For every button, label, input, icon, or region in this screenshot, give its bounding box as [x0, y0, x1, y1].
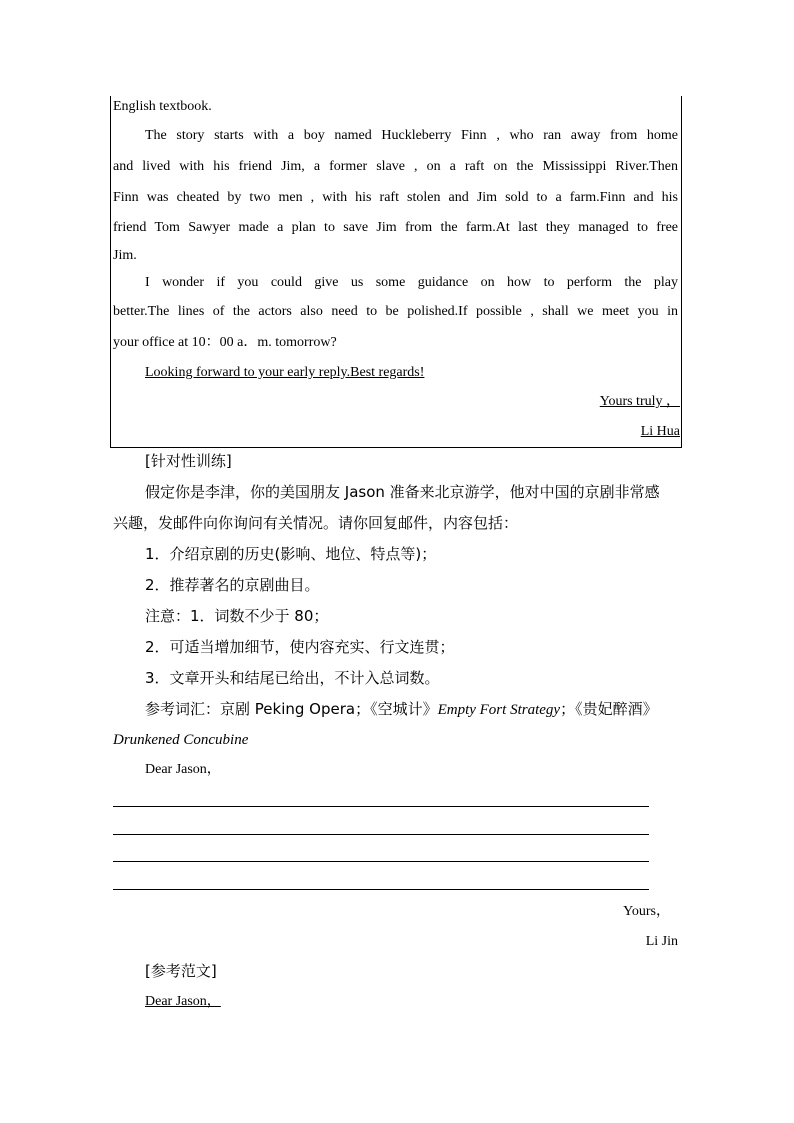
- exercise-sign-off: Yours，: [623, 904, 670, 919]
- exercise-item-1: 1．介绍京剧的历史(影响、地位、特点等)；: [145, 545, 437, 563]
- letter-closing: Looking forward to your early reply.Best regards!: [145, 365, 425, 380]
- vocab-prefix: 参考词汇：京剧 Peking Opera；《空城计》: [145, 700, 438, 718]
- exercise-note-1: 注意：1．词数不少于 80；: [145, 607, 329, 625]
- letter-para1-line4: friend Tom Sawyer made a plan to save Jim from the farm.At last they managed to free: [113, 220, 678, 235]
- exercise-note-3: 3．文章开头和结尾已给出，不计入总词数。: [145, 669, 440, 687]
- exercise-heading: [针对性训练]: [145, 452, 232, 470]
- answer-line-3[interactable]: [113, 861, 649, 862]
- letter-line-textbook: English textbook.: [113, 99, 212, 114]
- letter-para1-line1: The story starts with a boy named Huckleberry Finn , who ran away from home: [145, 128, 678, 143]
- letter-para1-line5: Jim.: [113, 248, 137, 263]
- answer-line-2[interactable]: [113, 834, 649, 835]
- vocab-mid: ；《贵妃醉酒》: [560, 700, 658, 718]
- exercise-signature: Li Jin: [645, 934, 678, 949]
- letter-signature: Li Hua: [640, 424, 680, 439]
- answer-line-1[interactable]: [113, 806, 649, 807]
- letter-sign-off: Yours truly ，: [599, 394, 680, 409]
- exercise-item-2: 2．推荐著名的京剧曲目。: [145, 576, 320, 594]
- exercise-greeting: Dear Jason，: [145, 762, 221, 777]
- exercise-vocabulary: [145, 700, 658, 719]
- answer-line-4[interactable]: [113, 889, 649, 890]
- sample-greeting: Dear Jason，: [145, 994, 221, 1009]
- letter-para2-line1: I wonder if you could give us some guidance on how to perform the play: [145, 275, 678, 290]
- letter-para1-line2: and lived with his friend Jim, a former slave , on a raft on the Mississippi River.Then: [113, 159, 678, 174]
- exercise-note-2: 2．可适当增加细节，使内容充实、行文连贯；: [145, 638, 455, 656]
- letter-para1-line3: Finn was cheated by two men , with his raft stolen and Jim sold to a farm.Finn and his: [113, 190, 678, 205]
- vocab-empty-fort: Empty Fort Strategy: [437, 702, 561, 718]
- vocab-drunken-concubine: Drunkened Concubine: [113, 732, 249, 748]
- letter-para2-line3: your office at 10：00 a．m. tomorrow?: [113, 335, 337, 350]
- sample-heading: [参考范文]: [145, 962, 217, 980]
- letter-para2-line2: better.The lines of the actors also need to be polished.If possible , shall we meet you in: [113, 304, 678, 319]
- exercise-prompt-line1: 假定你是李津，你的美国朋友 Jason 准备来北京游学，他对中国的京剧非常感: [145, 483, 660, 501]
- exercise-prompt-line2: 兴趣，发邮件向你询问有关情况。请你回复邮件，内容包括：: [113, 514, 519, 532]
